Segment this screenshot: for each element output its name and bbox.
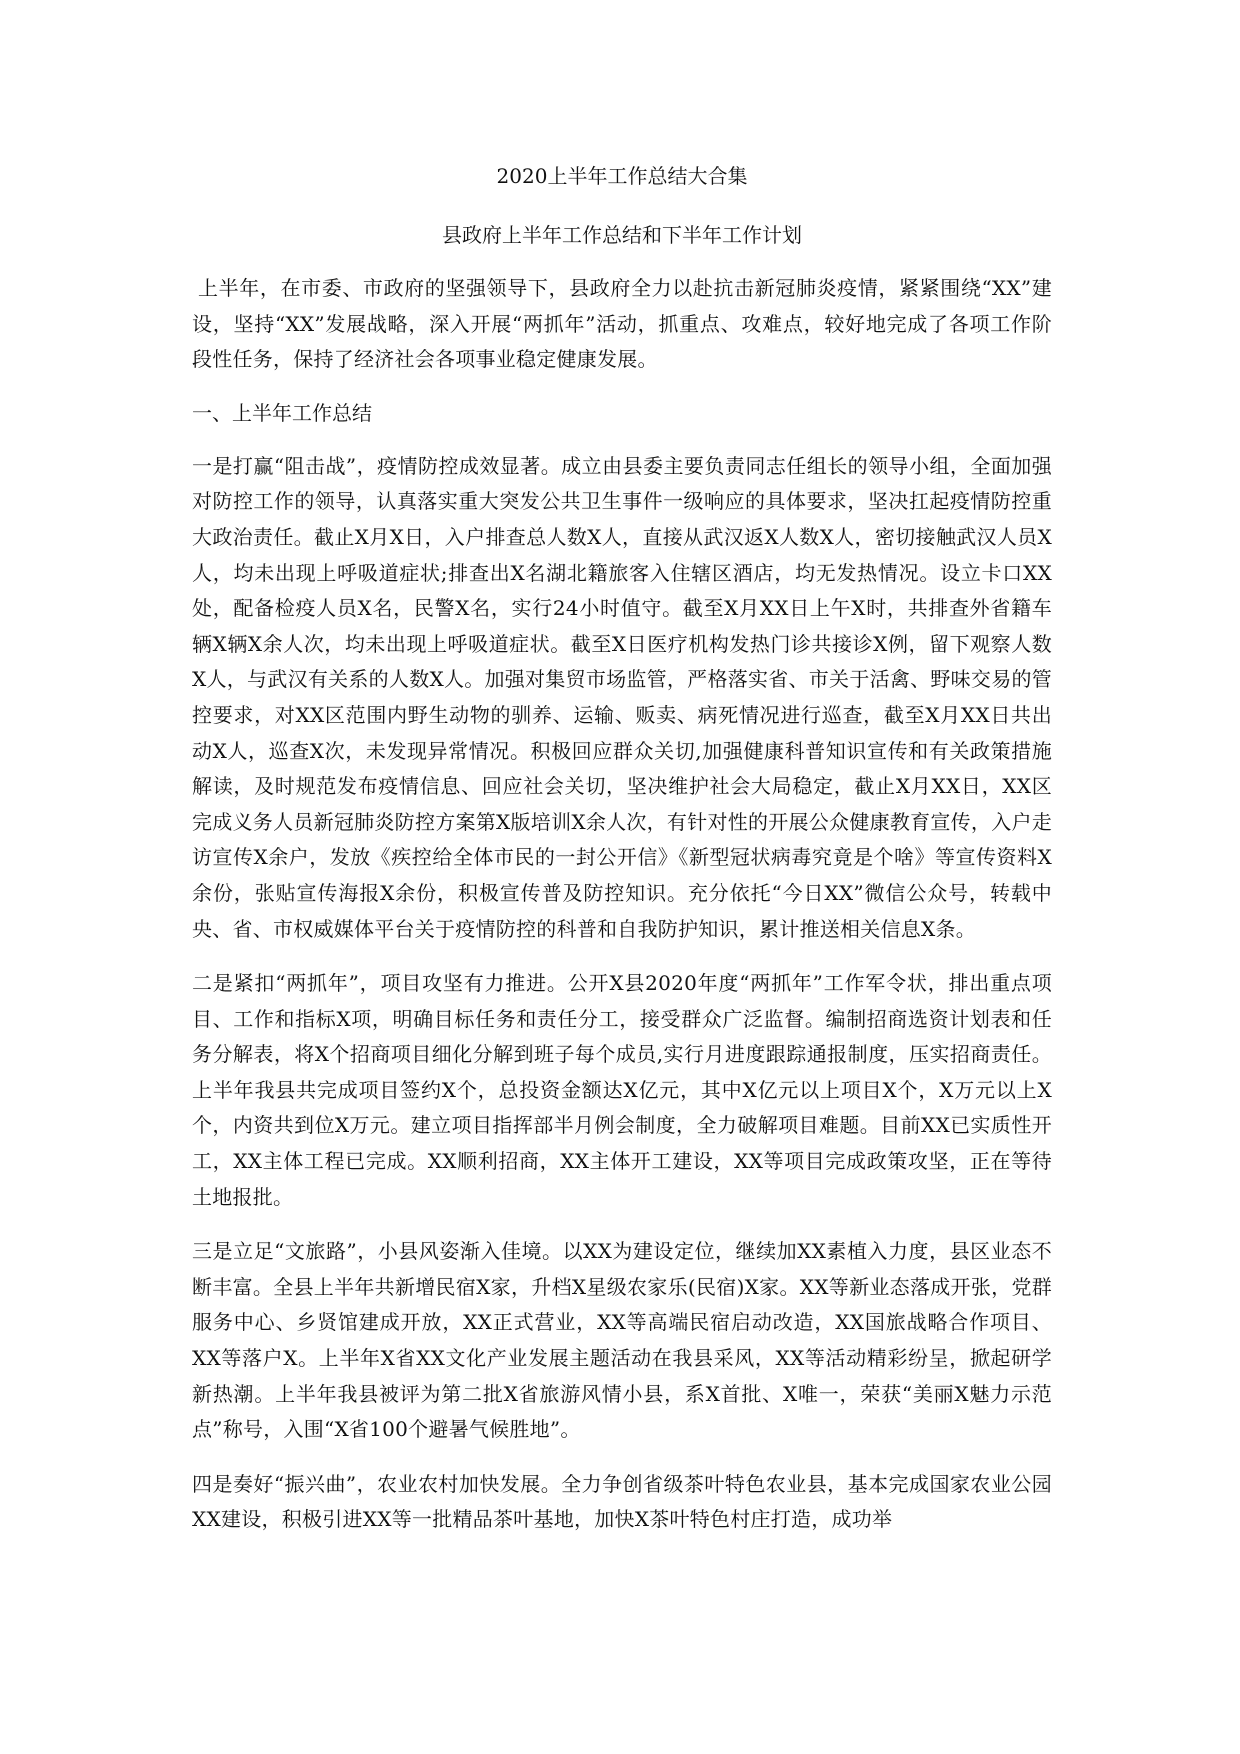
section-heading: 一、上半年工作总结 [192, 400, 372, 425]
document-page [192, 160, 1052, 1557]
document-title: 2020上半年工作总结大合集 [496, 164, 748, 188]
body-paragraph-4: 四是奏好“振兴曲”，农业农村加快发展。全力争创省级茶叶特色农业县，基本完成国家农业公园XX建设，积极引进XX等一批精品茶叶基地，加快X茶叶特色村庄打造，成功举 [192, 1471, 1052, 1532]
body-paragraph-2: 二是紧扣“两抓年”，项目攻坚有力推进。公开X县2020年度“两抓年”工作军令状，排出重点项目、工作和指标X项，明确目标任务和责任分工，接受群众广泛监督。编制招商选资计划表和任务分解表，将X个招商项目细化分解到班子每个成员,实行月进度跟踪通报制度，压实招商责任。上半年我县共完成项目签约X个，总投资金额达X亿元，其中X亿元以上项目X个，X万元以上X个，内资共到位X万元。建立项目指挥部半月例会制度，全力破解项目难题。目前XX已实质性开工，XX主体工程已完成。XX顺利招商，XX主体开工建设，XX等项目完成政策攻坚，正在等待土地报批。 [192, 971, 1052, 1209]
document-subtitle: 县政府上半年工作总结和下半年工作计划 [442, 223, 802, 247]
body-paragraph-1: 一是打赢“阻击战”，疫情防控成效显著。成立由县委主要负责同志任组长的领导小组，全面加强对防控工作的领导，认真落实重大突发公共卫生事件一级响应的具体要求，坚决扛起疫情防控重大政治责任。截止X月X日，入户排查总人数X人，直接从武汉返X人数X人，密切接触武汉人员X人，均未出现上呼吸道症状;排查出X名湖北籍旅客入住辖区酒店，均无发热情况。设立卡口XX处，配备检疫人员X名，民警X名，实行24小时值守。截至X月XX日上午X时，共排查外省籍车辆X辆X余人次，均未出现上呼吸道症状。截至X日医疗机构发热门诊共接诊X例，留下观察人数X人，与武汉有关系的人数X人。加强对集贸市场监管，严格落实省、市关于活禽、野味交易的管控要求，对XX区范围内野生动物的驯养、运输、贩卖、病死情况进行巡查，截至X月XX日共出动X人，巡查X次，未发现异常情况。积极回应群众关切,加强健康科普知识宣传和有关政策措施解读，及时规范发布疫情信息、回应社会关切，坚决维护社会大局稳定，截止X月XX日，XX区完成义务人员新冠肺炎防控方案第X版培训X余人次，有针对性的开展公众健康教育宣传，入户走访宣传X余户，发放《疾控给全体市民的一封公开信》《新型冠状病毒究竟是个啥》等宣传资料X余份，张贴宣传海报X余份，积极宣传普及防控知识。充分依托“今日XX”微信公众号，转载中央、省、市权威媒体平台关于疫情防控的科普和自我防护知识，累计推送相关信息X条。 [192, 453, 1052, 941]
intro-paragraph: 上半年，在市委、市政府的坚强领导下，县政府全力以赴抗击新冠肺炎疫情，紧紧围绕“XX”建设，坚持“XX”发展战略，深入开展“两抓年”活动，抓重点、攻难点，较好地完成了各项工作阶段性任务，保持了经济社会各项事业稳定健康发展。 [192, 276, 1052, 372]
body-paragraph-3: 三是立足“文旅路”，小县风姿渐入佳境。以XX为建设定位，继续加XX素植入力度，县区业态不断丰富。全县上半年共新增民宿X家，升档X星级农家乐(民宿)X家。XX等新业态落成开张，党群服务中心、乡贤馆建成开放，XX正式营业，XX等高端民宿启动改造，XX国旅战略合作项目、XX等落户X。上半年X省XX文化产业发展主题活动在我县采风，XX等活动精彩纷呈，掀起研学新热潮。上半年我县被评为第二批X省旅游风情小县，系X首批、X唯一，荣获“美丽X魅力示范点”称号，入围“X省100个避暑气候胜地”。 [192, 1239, 1052, 1442]
